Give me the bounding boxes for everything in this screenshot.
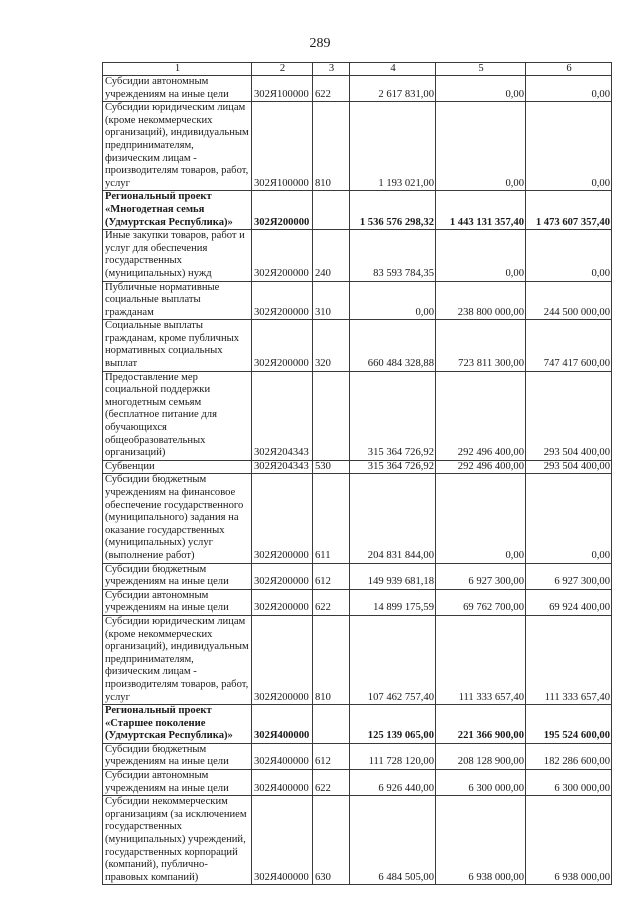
header-col-4: 4 bbox=[350, 63, 436, 76]
page-number: 289 bbox=[309, 36, 331, 51]
row-value-col5: 292 496 400,00 bbox=[436, 460, 526, 474]
header-col-2: 2 bbox=[252, 63, 313, 76]
row-value-col5: 723 811 300,00 bbox=[436, 320, 526, 371]
row-value-col5: 221 366 900,00 bbox=[436, 705, 526, 744]
header-col-3: 3 bbox=[313, 63, 350, 76]
row-value-col4: 315 364 726,92 bbox=[350, 371, 436, 460]
row-name: Субсидии юридическим лицам (кроме некоммерческих организаций), индивидуальным предпринимателям, физическим лицам - производителям товаров, работ, услуг bbox=[103, 615, 252, 704]
section-row bbox=[103, 191, 612, 230]
table-row bbox=[103, 102, 612, 191]
row-value-col4: 6 926 440,00 bbox=[350, 770, 436, 796]
row-name: Субсидии бюджетным учреждениям на финансовое обеспечение государственного (муниципального) задания на оказание государственных (муниципальных) услуг (выполнение работ) bbox=[103, 474, 252, 563]
row-code: 302Я400000 bbox=[252, 705, 313, 744]
header-row bbox=[103, 63, 612, 76]
row-code: 302Я200000 bbox=[252, 615, 313, 704]
row-code: 302Я200000 bbox=[252, 474, 313, 563]
row-value-col6: 293 504 400,00 bbox=[526, 460, 612, 474]
row-type: 622 bbox=[313, 76, 350, 102]
header-col-1: 1 bbox=[103, 63, 252, 76]
row-name: Региональный проект «Многодетная семья (Удмуртская Республика)» bbox=[103, 191, 252, 230]
table-row bbox=[103, 371, 612, 460]
row-type: 612 bbox=[313, 563, 350, 589]
row-code: 302Я400000 bbox=[252, 796, 313, 885]
row-value-col6: 293 504 400,00 bbox=[526, 371, 612, 460]
row-type bbox=[313, 705, 350, 744]
row-type: 310 bbox=[313, 281, 350, 320]
row-value-col5: 238 800 000,00 bbox=[436, 281, 526, 320]
row-code: 302Я100000 bbox=[252, 76, 313, 102]
table-row bbox=[103, 589, 612, 615]
row-value-col6: 0,00 bbox=[526, 230, 612, 281]
row-type bbox=[313, 191, 350, 230]
row-value-col6: 6 927 300,00 bbox=[526, 563, 612, 589]
row-value-col5: 6 938 000,00 bbox=[436, 796, 526, 885]
row-type: 810 bbox=[313, 615, 350, 704]
row-type: 612 bbox=[313, 743, 350, 769]
row-value-col5: 292 496 400,00 bbox=[436, 371, 526, 460]
row-value-col6: 0,00 bbox=[526, 474, 612, 563]
row-value-col5: 0,00 bbox=[436, 474, 526, 563]
row-name: Публичные нормативные социальные выплаты гражданам bbox=[103, 281, 252, 320]
row-name: Социальные выплаты гражданам, кроме публичных нормативных социальных выплат bbox=[103, 320, 252, 371]
row-value-col6: 111 333 657,40 bbox=[526, 615, 612, 704]
row-value-col4: 107 462 757,40 bbox=[350, 615, 436, 704]
row-value-col4: 660 484 328,88 bbox=[350, 320, 436, 371]
row-name: Субсидии бюджетным учреждениям на иные цели bbox=[103, 743, 252, 769]
table-row bbox=[103, 474, 612, 563]
row-name: Субсидии юридическим лицам (кроме некоммерческих организаций), индивидуальным предпринимателям, физическим лицам - производителям товаров, работ, услуг bbox=[103, 102, 252, 191]
row-value-col4: 2 617 831,00 bbox=[350, 76, 436, 102]
row-code: 302Я200000 bbox=[252, 563, 313, 589]
row-value-col4: 6 484 505,00 bbox=[350, 796, 436, 885]
table-row bbox=[103, 743, 612, 769]
row-value-col5: 6 927 300,00 bbox=[436, 563, 526, 589]
table-row bbox=[103, 76, 612, 102]
row-value-col6: 182 286 600,00 bbox=[526, 743, 612, 769]
table-row bbox=[103, 796, 612, 885]
row-type: 630 bbox=[313, 796, 350, 885]
row-value-col4: 204 831 844,00 bbox=[350, 474, 436, 563]
row-value-col6: 1 473 607 357,40 bbox=[526, 191, 612, 230]
row-value-col4: 125 139 065,00 bbox=[350, 705, 436, 744]
table-row bbox=[103, 320, 612, 371]
header-col-6: 6 bbox=[526, 63, 612, 76]
row-name: Предоставление мер социальной поддержки многодетным семьям (бесплатное питание для обучающихся общеобразовательных организаций) bbox=[103, 371, 252, 460]
row-value-col5: 208 128 900,00 bbox=[436, 743, 526, 769]
row-type bbox=[313, 371, 350, 460]
row-value-col5: 111 333 657,40 bbox=[436, 615, 526, 704]
row-name: Региональный проект «Старшее поколение (Удмуртская Республика)» bbox=[103, 705, 252, 744]
row-value-col5: 0,00 bbox=[436, 76, 526, 102]
row-name: Субсидии автономным учреждениям на иные цели bbox=[103, 76, 252, 102]
row-code: 302Я200000 bbox=[252, 281, 313, 320]
row-name: Иные закупки товаров, работ и услуг для обеспечения государственных (муниципальных) нужд bbox=[103, 230, 252, 281]
row-type: 622 bbox=[313, 770, 350, 796]
row-value-col6: 6 300 000,00 bbox=[526, 770, 612, 796]
row-value-col6: 747 417 600,00 bbox=[526, 320, 612, 371]
row-type: 622 bbox=[313, 589, 350, 615]
row-value-col5: 6 300 000,00 bbox=[436, 770, 526, 796]
row-value-col4: 14 899 175,59 bbox=[350, 589, 436, 615]
row-code: 302Я200000 bbox=[252, 230, 313, 281]
budget-table bbox=[102, 62, 612, 885]
table-row bbox=[103, 770, 612, 796]
table-row bbox=[103, 615, 612, 704]
row-code: 302Я204343 bbox=[252, 460, 313, 474]
row-type: 240 bbox=[313, 230, 350, 281]
row-value-col6: 0,00 bbox=[526, 76, 612, 102]
row-name: Субсидии автономным учреждениям на иные цели bbox=[103, 589, 252, 615]
row-type: 810 bbox=[313, 102, 350, 191]
row-value-col4: 1 536 576 298,32 bbox=[350, 191, 436, 230]
row-value-col6: 195 524 600,00 bbox=[526, 705, 612, 744]
row-value-col4: 83 593 784,35 bbox=[350, 230, 436, 281]
row-name: Субсидии некоммерческим организациям (за исключением государственных (муниципальных) учреждений, государственных корпораций (компаний), публично-правовых компаний) bbox=[103, 796, 252, 885]
row-type: 530 bbox=[313, 460, 350, 474]
row-type: 320 bbox=[313, 320, 350, 371]
row-value-col6: 6 938 000,00 bbox=[526, 796, 612, 885]
row-type: 611 bbox=[313, 474, 350, 563]
row-value-col5: 0,00 bbox=[436, 102, 526, 191]
table-row bbox=[103, 563, 612, 589]
row-code: 302Я100000 bbox=[252, 102, 313, 191]
row-value-col4: 0,00 bbox=[350, 281, 436, 320]
row-value-col4: 315 364 726,92 bbox=[350, 460, 436, 474]
table-row bbox=[103, 460, 612, 474]
header-col-5: 5 bbox=[436, 63, 526, 76]
row-code: 302Я400000 bbox=[252, 743, 313, 769]
row-name: Субсидии бюджетным учреждениям на иные цели bbox=[103, 563, 252, 589]
row-name: Субвенции bbox=[103, 460, 252, 474]
row-code: 302Я200000 bbox=[252, 191, 313, 230]
row-code: 302Я400000 bbox=[252, 770, 313, 796]
row-value-col4: 149 939 681,18 bbox=[350, 563, 436, 589]
row-code: 302Я200000 bbox=[252, 589, 313, 615]
row-code: 302Я200000 bbox=[252, 320, 313, 371]
row-value-col4: 1 193 021,00 bbox=[350, 102, 436, 191]
row-name: Субсидии автономным учреждениям на иные цели bbox=[103, 770, 252, 796]
row-value-col5: 1 443 131 357,40 bbox=[436, 191, 526, 230]
row-value-col5: 0,00 bbox=[436, 230, 526, 281]
section-row bbox=[103, 705, 612, 744]
row-value-col4: 111 728 120,00 bbox=[350, 743, 436, 769]
row-value-col6: 244 500 000,00 bbox=[526, 281, 612, 320]
row-value-col6: 69 924 400,00 bbox=[526, 589, 612, 615]
table-row bbox=[103, 230, 612, 281]
table-row bbox=[103, 281, 612, 320]
row-value-col6: 0,00 bbox=[526, 102, 612, 191]
row-code: 302Я204343 bbox=[252, 371, 313, 460]
row-value-col5: 69 762 700,00 bbox=[436, 589, 526, 615]
